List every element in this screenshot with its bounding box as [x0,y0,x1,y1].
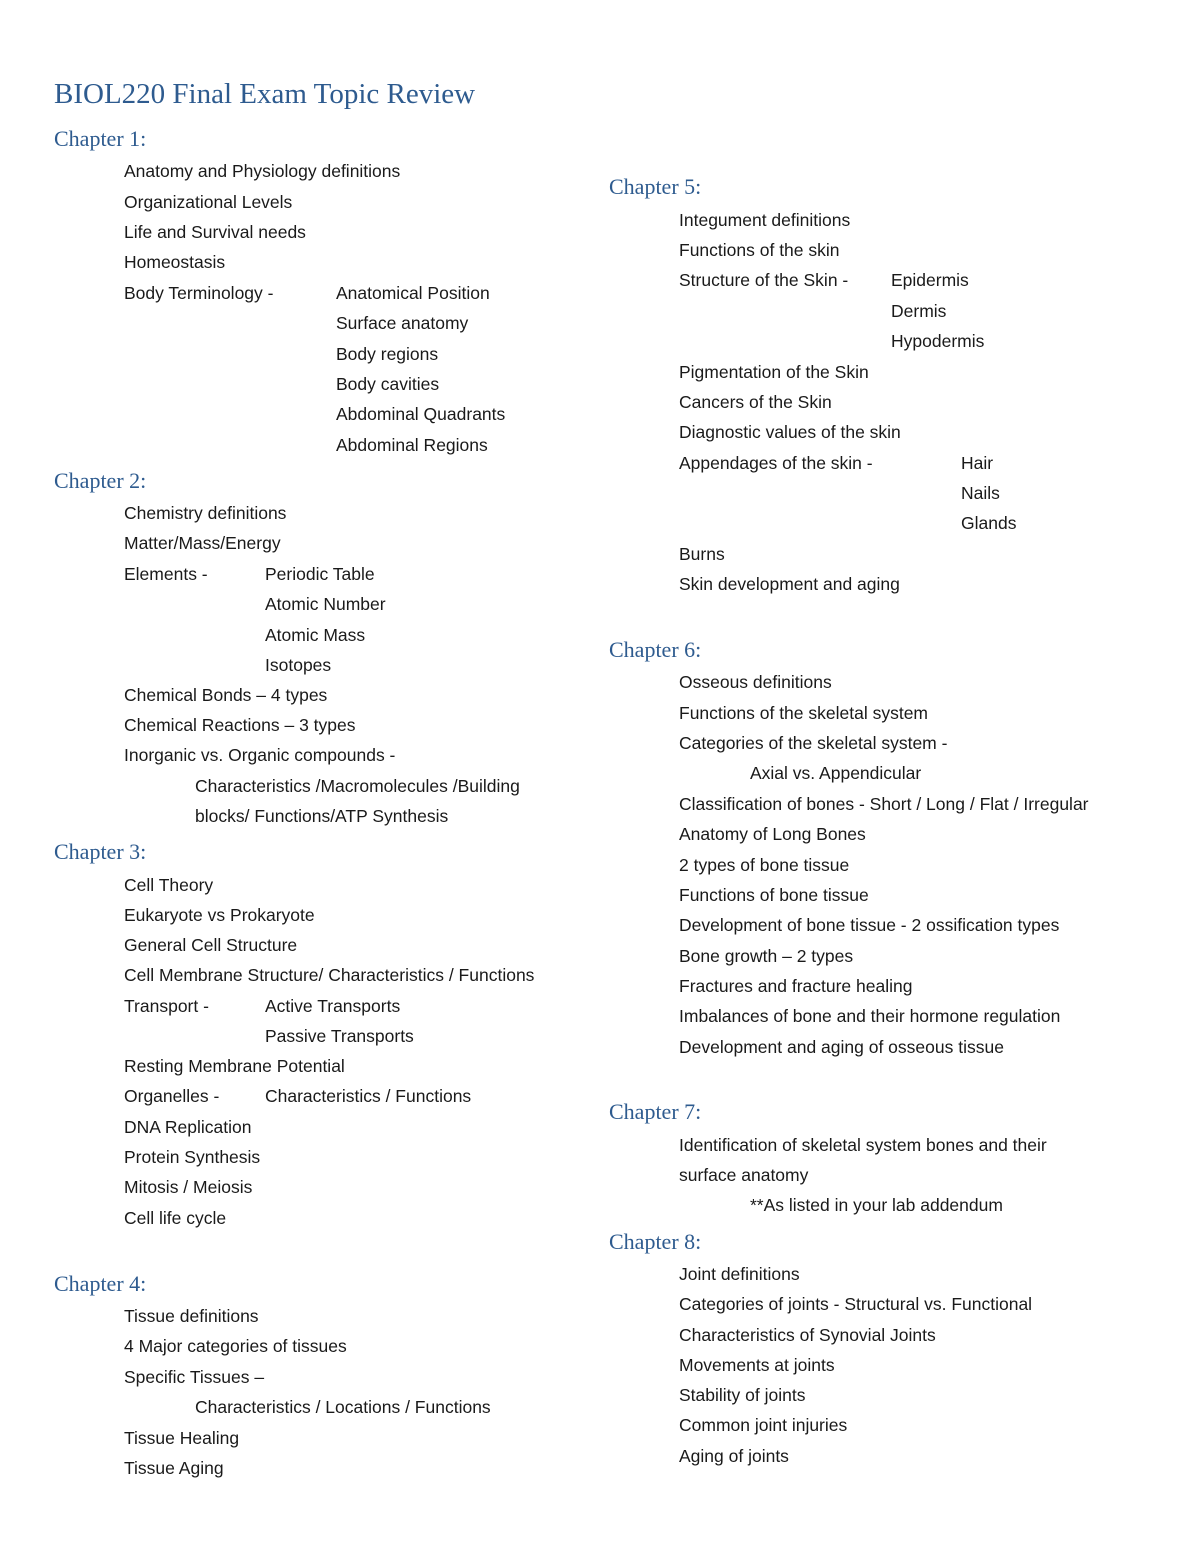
ch1-topic: Homeostasis [124,252,226,272]
ch6-topic: Classification of bones - Short / Long / Flat / Irregular [679,794,1089,814]
ch5-subtopic: Glands [961,513,1017,533]
ch2-subtopic: Isotopes [265,655,332,675]
ch4-topic: Tissue Aging [124,1458,224,1478]
ch6-topic: Functions of the skeletal system [679,703,928,723]
ch5-topic: Integument definitions [679,210,851,230]
chapter-6-heading: Chapter 6: [609,637,702,662]
ch8-topic: Categories of joints - Structural vs. Functional [679,1294,1033,1314]
ch5-subtopic: Epidermis [891,270,969,290]
ch2-topic: Inorganic vs. Organic compounds - [124,745,396,765]
ch5-topic: Skin development and aging [679,574,900,594]
ch3-topic: Cell Theory [124,875,214,895]
ch6-topic: Imbalances of bone and their hormone regulation [679,1006,1061,1026]
ch7-topic: surface anatomy [679,1165,809,1185]
ch6-topic: Development and aging of osseous tissue [679,1037,1004,1057]
ch1-subtopic: Abdominal Quadrants [336,404,506,424]
ch8-topic: Aging of joints [679,1446,789,1466]
ch5-subtopic: Nails [961,483,1000,503]
ch5-topic: Structure of the Skin - [679,270,849,290]
ch3-topic: Organelles - [124,1086,220,1106]
ch6-topic: 2 types of bone tissue [679,855,850,875]
ch2-detail: blocks/ Functions/ATP Synthesis [195,806,449,826]
ch5-subtopic: Hypodermis [891,331,985,351]
ch5-subtopic: Hair [961,453,994,473]
ch4-topic: Tissue definitions [124,1306,259,1326]
ch6-topic: Bone growth – 2 types [679,946,854,966]
ch5-topic: Pigmentation of the Skin [679,362,869,382]
ch3-topic: Cell life cycle [124,1208,227,1228]
ch2-topic: Elements - [124,564,208,584]
ch2-detail: Characteristics /Macromolecules /Building [195,776,520,796]
page-title: BIOL220 Final Exam Topic Review [54,78,476,110]
ch3-topic: Protein Synthesis [124,1147,261,1167]
ch3-subtopic: Passive Transports [265,1026,414,1046]
ch8-topic: Stability of joints [679,1385,806,1405]
chapter-5-heading: Chapter 5: [609,174,702,199]
ch2-subtopic: Atomic Number [265,594,386,614]
chapter-2-heading: Chapter 2: [54,468,147,493]
ch1-topic: Organizational Levels [124,192,293,212]
ch2-topic: Chemical Bonds – 4 types [124,685,328,705]
ch3-topic: Transport - [124,996,209,1016]
ch1-subtopic: Abdominal Regions [336,435,488,455]
ch4-detail: Characteristics / Locations / Functions [195,1397,491,1417]
ch5-topic: Diagnostic values of the skin [679,422,901,442]
ch6-topic: Functions of bone tissue [679,885,869,905]
ch1-subtopic: Body cavities [336,374,440,394]
ch3-topic: General Cell Structure [124,935,298,955]
ch2-topic: Chemistry definitions [124,503,287,523]
ch8-topic: Joint definitions [679,1264,800,1284]
ch5-topic: Cancers of the Skin [679,392,832,412]
chapter-7-heading: Chapter 7: [609,1099,702,1124]
ch6-topic: Anatomy of Long Bones [679,824,866,844]
ch7-note: **As listed in your lab addendum [750,1195,1003,1215]
ch5-subtopic: Dermis [891,301,947,321]
ch2-topic: Chemical Reactions – 3 types [124,715,356,735]
ch3-subtopic: Active Transports [265,996,401,1016]
ch1-subtopic: Anatomical Position [336,283,490,303]
ch5-topic: Functions of the skin [679,240,840,260]
chapter-1-heading: Chapter 1: [54,126,147,151]
ch3-topic: Cell Membrane Structure/ Characteristics / Functions [124,965,535,985]
ch3-topic: Mitosis / Meiosis [124,1177,253,1197]
ch1-topic: Body Terminology - [124,283,274,303]
ch8-topic: Characteristics of Synovial Joints [679,1325,936,1345]
ch6-detail: Axial vs. Appendicular [750,763,922,783]
ch3-topic: Eukaryote vs Prokaryote [124,905,315,925]
ch4-topic: Tissue Healing [124,1428,240,1448]
ch2-topic: Matter/Mass/Energy [124,533,281,553]
ch1-topic: Anatomy and Physiology definitions [124,161,401,181]
ch2-subtopic: Periodic Table [265,564,375,584]
ch6-topic: Categories of the skeletal system - [679,733,948,753]
ch3-topic: Resting Membrane Potential [124,1056,345,1076]
chapter-8-heading: Chapter 8: [609,1229,702,1254]
ch3-subtopic: Characteristics / Functions [265,1086,472,1106]
ch6-topic: Osseous definitions [679,672,832,692]
ch4-topic: Specific Tissues – [124,1367,265,1387]
ch7-topic: Identification of skeletal system bones and their [679,1135,1047,1155]
ch1-subtopic: Surface anatomy [336,313,469,333]
chapter-3-heading: Chapter 3: [54,839,147,864]
ch1-topic: Life and Survival needs [124,222,306,242]
ch6-topic: Development of bone tissue - 2 ossification types [679,915,1060,935]
ch1-subtopic: Body regions [336,344,439,364]
ch5-topic: Burns [679,544,725,564]
ch2-subtopic: Atomic Mass [265,625,366,645]
ch5-topic: Appendages of the skin - [679,453,873,473]
ch8-topic: Common joint injuries [679,1415,848,1435]
ch8-topic: Movements at joints [679,1355,835,1375]
ch3-topic: DNA Replication [124,1117,252,1137]
ch4-topic: 4 Major categories of tissues [124,1336,347,1356]
chapter-4-heading: Chapter 4: [54,1271,147,1296]
ch6-topic: Fractures and fracture healing [679,976,913,996]
